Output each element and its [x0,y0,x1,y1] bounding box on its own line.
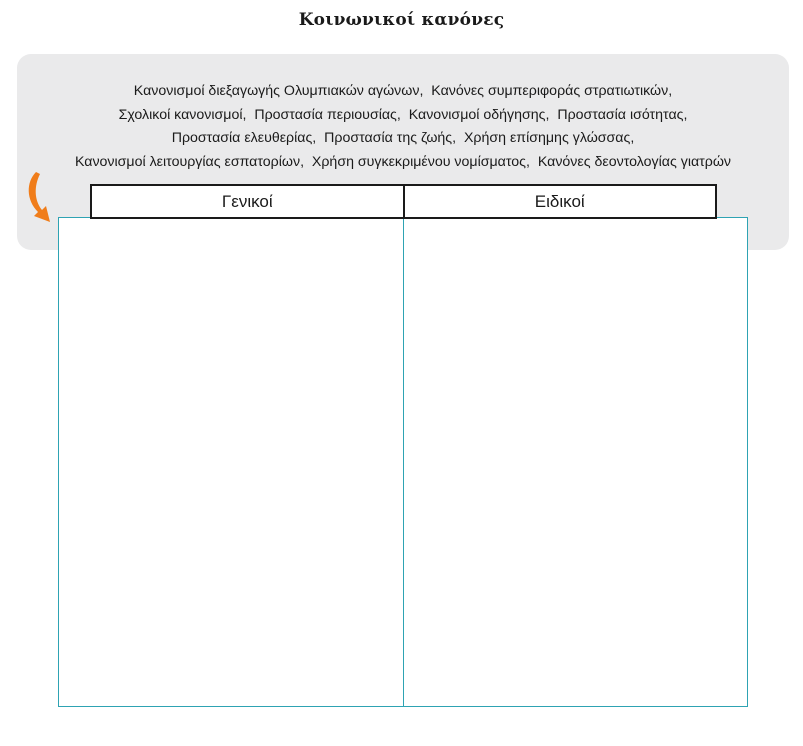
word-bank-line-3: Προστασία ελευθερίας, Προστασία της ζωής, Χρήση επίσημης γλώσσας, [171,130,635,146]
word-bank-line-2: Σχολικοί κανονισμοί, Προστασία περιουσίας, Κανονισμοί οδήγησης, Προστασία ισότητας, [118,106,688,123]
word-bank-line-4: Κανονισμοί λειτουργίας εσπατορίων, Χρήση συγκεκριμένου νομίσματος, Κανόνες δεοντολογίας γιατρών [74,153,732,170]
specific-column-area[interactable] [404,218,747,706]
sorting-table [58,217,748,707]
curved-arrow-down-icon [24,170,58,230]
table-header [90,184,717,219]
header-general: Γενικοί [92,186,405,217]
header-specific: Ειδικοί [534,191,585,211]
word-bank [17,80,789,174]
word-bank-line-1: Κανονισμοί διεξαγωγής Ολυμπιακών αγώνων, Κανόνες συμπεριφοράς στρατιωτικών, [133,83,673,99]
general-column-area[interactable] [59,218,404,706]
worksheet-title: Κοινωνικοί κανόνες [298,10,505,30]
